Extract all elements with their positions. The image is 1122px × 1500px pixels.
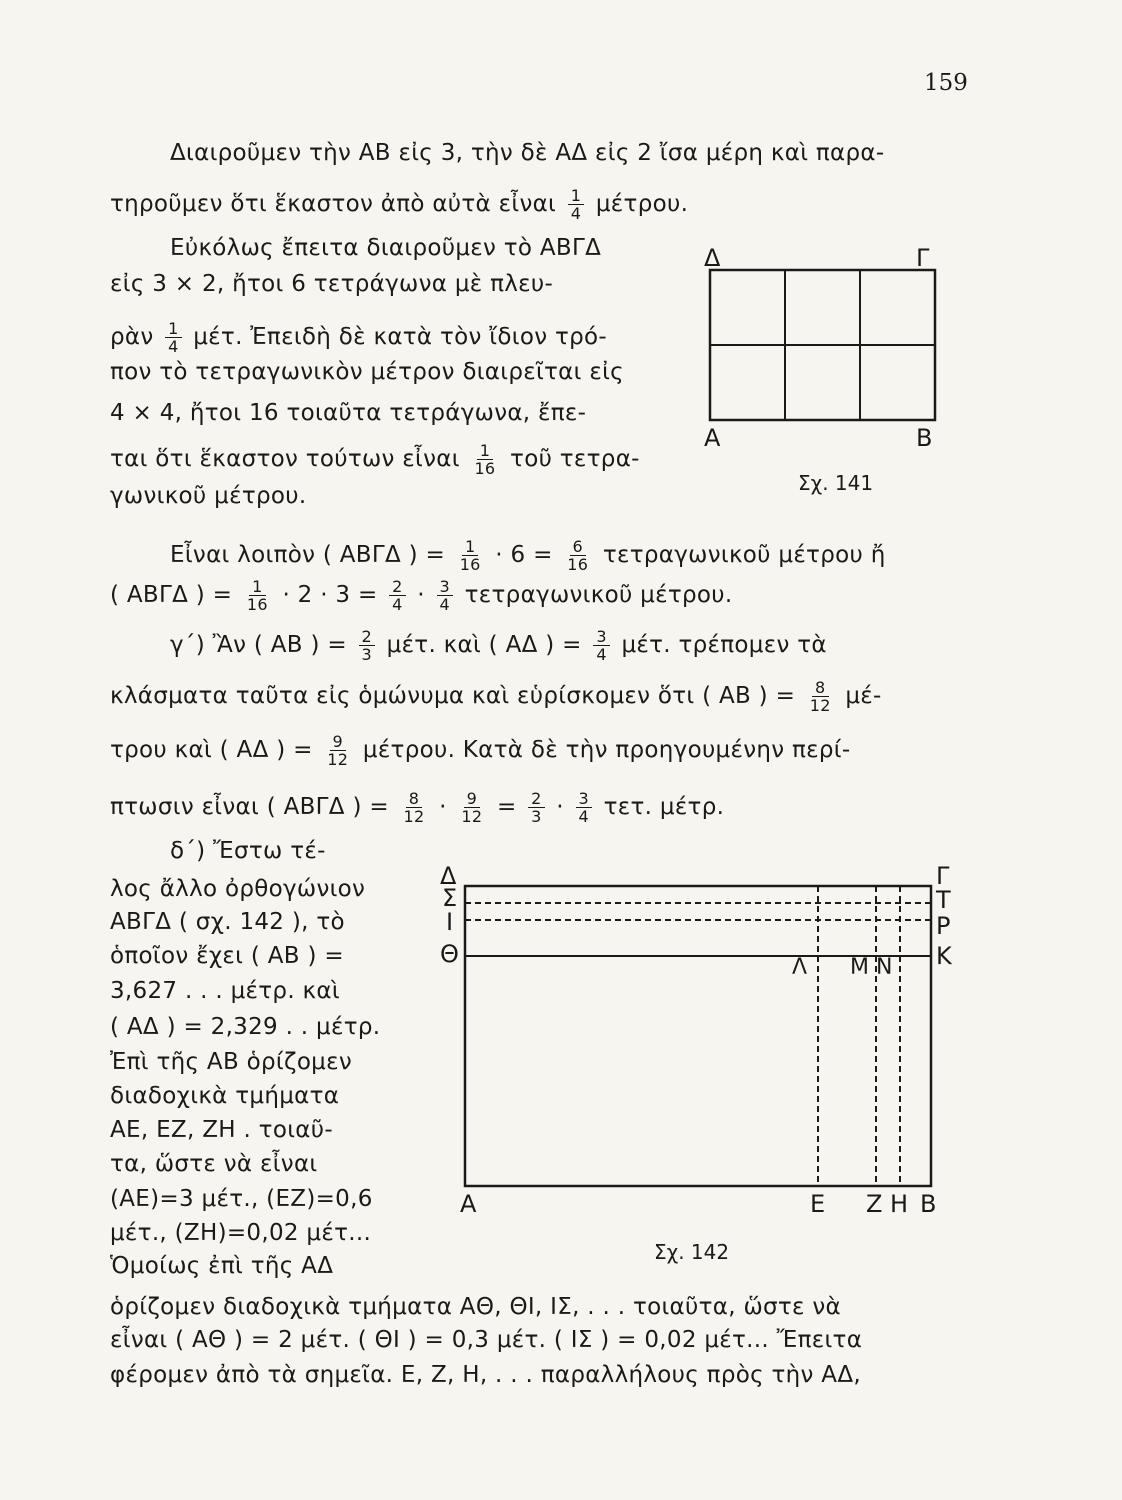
denominator: 4 (439, 595, 451, 614)
text-span: πτωσιν εἶναι ( ΑΒΓΔ ) = (110, 794, 389, 820)
point-label: Ε (810, 1190, 826, 1218)
text-span: μέτρου. (595, 191, 689, 217)
text-line (110, 442, 640, 477)
denominator: 12 (809, 696, 831, 715)
point-label: Β (916, 424, 933, 452)
numerator: 2 (389, 578, 405, 596)
text-span: τετραγωνικοῦ μέτρου ἤ (602, 542, 886, 568)
text-line: ὁποῖον ἔχει ( ΑΒ ) = (110, 943, 344, 969)
denominator: 4 (570, 204, 582, 223)
numerator: 9 (464, 790, 480, 808)
fraction (807, 679, 834, 714)
text-span: ( ΑΒΓΔ ) = (110, 582, 233, 608)
text-span: ρὰν (110, 324, 154, 350)
figure-caption: Σχ. 141 (798, 471, 874, 495)
text-line: (ΑΕ)=3 μέτ., (ΕΖ)=0,6 (110, 1186, 373, 1212)
text-line: ὁρίζομεν διαδοχικὰ τμήματα ΑΘ, ΘΙ, ΙΣ, . . . τοιαῦτα, ὥστε νὰ (110, 1294, 841, 1320)
denominator: 4 (168, 337, 179, 356)
point-label: Σ (442, 884, 458, 912)
text-line: ( ΑΔ ) = 2,329 . . μέτρ. (110, 1014, 381, 1040)
text-line: γωνικοῦ μέτρου. (110, 483, 307, 509)
page-number: 159 (924, 70, 968, 96)
text-line: ΑΕ, ΕΖ, ΖΗ . τοιαῦ- (110, 1117, 333, 1143)
numerator: 1 (249, 578, 265, 596)
text-span: μέτ. τρέπομεν τὰ (621, 632, 827, 658)
numerator: 1 (477, 442, 493, 460)
text-line: Εὐκόλως ἔπειτα διαιροῦμεν τὸ ΑΒΓΔ (170, 235, 602, 261)
point-label: Γ (936, 862, 950, 890)
point-label: Ι (446, 908, 454, 936)
fraction (359, 628, 375, 663)
text-span: τηροῦμεν ὅτι ἕκαστον ἀπὸ αὐτὰ εἶναι (110, 191, 557, 217)
point-label: Β (920, 1190, 937, 1218)
text-span: μέτ. καὶ ( ΑΔ ) = (386, 632, 582, 658)
numerator: 9 (330, 733, 346, 751)
figure-142 (438, 862, 978, 1222)
fraction (564, 538, 591, 573)
point-label: Δ (440, 862, 457, 890)
text-span: γ΄) Ἂν ( ΑΒ ) = (170, 632, 347, 658)
equation-line (110, 578, 732, 613)
text-span: τοῦ τετρα- (510, 446, 640, 472)
numerator: 2 (359, 628, 375, 646)
numerator: 2 (528, 790, 544, 808)
text-span: τετ. μέτρ. (603, 794, 725, 820)
numerator: 6 (570, 538, 586, 556)
fraction (576, 790, 592, 825)
text-span: · (417, 582, 425, 608)
text-span: μέτρου. Κατὰ δὲ τὴν προηγουμένην περί- (362, 737, 851, 763)
text-span: ται ὅτι ἕκαστον τούτων εἶναι (110, 446, 460, 472)
text-span: Εἶναι λοιπὸν ( ΑΒΓΔ ) = (170, 542, 446, 568)
fraction (244, 578, 271, 613)
fraction (324, 733, 351, 768)
text-span: = (496, 794, 517, 820)
numerator: 3 (576, 790, 592, 808)
point-label: Θ (440, 940, 459, 968)
numerator: 1 (568, 187, 584, 205)
text-line (110, 733, 850, 768)
denominator: 12 (461, 807, 483, 826)
numerator: 8 (406, 790, 422, 808)
text-line: Ἐπὶ τῆς ΑΒ ὁρίζομεν (110, 1049, 353, 1075)
text-span: · (556, 794, 564, 820)
text-line (110, 320, 607, 355)
text-span: τετραγωνικοῦ μέτρου. (464, 582, 733, 608)
denominator: 16 (246, 595, 268, 614)
point-label: Κ (936, 942, 952, 970)
text-line (110, 679, 882, 714)
fraction (528, 790, 544, 825)
text-line: 4 × 4, ἤτοι 16 τοιαῦτα τετράγωνα, ἔπε- (110, 400, 587, 426)
denominator: 4 (596, 645, 607, 664)
denominator: 16 (474, 459, 496, 478)
text-line: εἶναι ( ΑΘ ) = 2 μέτ. ( ΘΙ ) = 0,3 μέτ. ( ΙΣ ) = 0,02 μέτ... Ἔπειτα (110, 1327, 863, 1353)
fraction (165, 320, 181, 355)
rectangle-outline (465, 886, 931, 1186)
denominator: 3 (531, 807, 542, 826)
fraction (458, 790, 485, 825)
fraction (471, 442, 498, 477)
point-label: Ν (876, 955, 893, 980)
fraction (437, 578, 453, 613)
denominator: 16 (567, 555, 589, 574)
text-line (170, 628, 827, 663)
text-line: 3,627 . . . μέτρ. καὶ (110, 978, 340, 1004)
text-line: Ὁμοίως ἐπὶ τῆς ΑΔ (110, 1253, 334, 1279)
numerator: 3 (437, 578, 453, 596)
point-label: Λ (792, 955, 808, 980)
text-line: ΑΒΓΔ ( σχ. 142 ), τὸ (110, 909, 345, 935)
fraction (457, 538, 484, 573)
numerator: 3 (593, 628, 609, 646)
point-label: Ρ (936, 912, 951, 940)
text-line: φέρομεν ἀπὸ τὰ σημεῖα. Ε, Ζ, Η, . . . παραλλήλους πρὸς τὴν ΑΔ, (110, 1362, 861, 1388)
fraction (593, 628, 609, 663)
denominator: 4 (578, 807, 590, 826)
text-line: διαδοχικὰ τμήματα (110, 1083, 340, 1109)
fraction (568, 187, 584, 222)
point-label: Δ (704, 244, 721, 272)
figure-141 (700, 240, 950, 460)
denominator: 12 (403, 807, 425, 826)
text-span: μέ- (845, 683, 882, 709)
numerator: 8 (812, 679, 828, 697)
fraction (401, 790, 428, 825)
figure-caption: Σχ. 142 (654, 1240, 730, 1264)
point-label: Ζ (866, 1190, 883, 1218)
text-span: · (439, 794, 447, 820)
point-label: Η (890, 1190, 909, 1218)
text-span: μέτ. Ἐπειδὴ δὲ κατὰ τὸν ἴδιον τρό- (193, 324, 607, 350)
text-line: λος ἄλλο ὀρθογώνιον (110, 876, 366, 902)
numerator: 1 (462, 538, 478, 556)
denominator: 12 (327, 750, 349, 769)
denominator: 3 (361, 645, 373, 664)
equation-line (170, 538, 886, 573)
text-span: τρου καὶ ( ΑΔ ) = (110, 737, 313, 763)
text-span: · 6 = (495, 542, 553, 568)
point-label: Α (460, 1190, 477, 1218)
point-label: Μ (850, 955, 869, 980)
point-label: Α (704, 424, 721, 452)
fraction (389, 578, 405, 613)
denominator: 4 (392, 595, 403, 614)
text-span: κλάσματα ταῦτα εἰς ὁμώνυμα καὶ εὑρίσκομεν ὅτι ( ΑΒ ) = (110, 683, 796, 709)
text-line: δ΄) Ἔστω τέ- (170, 838, 326, 864)
text-line: μέτ., (ΖΗ)=0,02 μέτ... (110, 1220, 372, 1246)
text-line: Διαιροῦμεν τὴν ΑΒ εἰς 3, τὴν δὲ ΑΔ εἰς 2 ἴσα μέρη καὶ παρα- (170, 140, 885, 166)
denominator: 16 (459, 555, 481, 574)
point-label: Τ (936, 886, 951, 914)
text-span: · 2 · 3 = (282, 582, 378, 608)
text-line: εἰς 3 × 2, ἤτοι 6 τετράγωνα μὲ πλευ- (110, 271, 554, 297)
text-line: πον τὸ τετραγωνικὸν μέτρον διαιρεῖται εἰς (110, 359, 624, 385)
point-label: Γ (916, 244, 930, 272)
text-line (110, 187, 688, 222)
equation-line (110, 790, 724, 825)
text-line: τα, ὥστε νὰ εἶναι (110, 1151, 318, 1177)
numerator: 1 (165, 320, 181, 338)
